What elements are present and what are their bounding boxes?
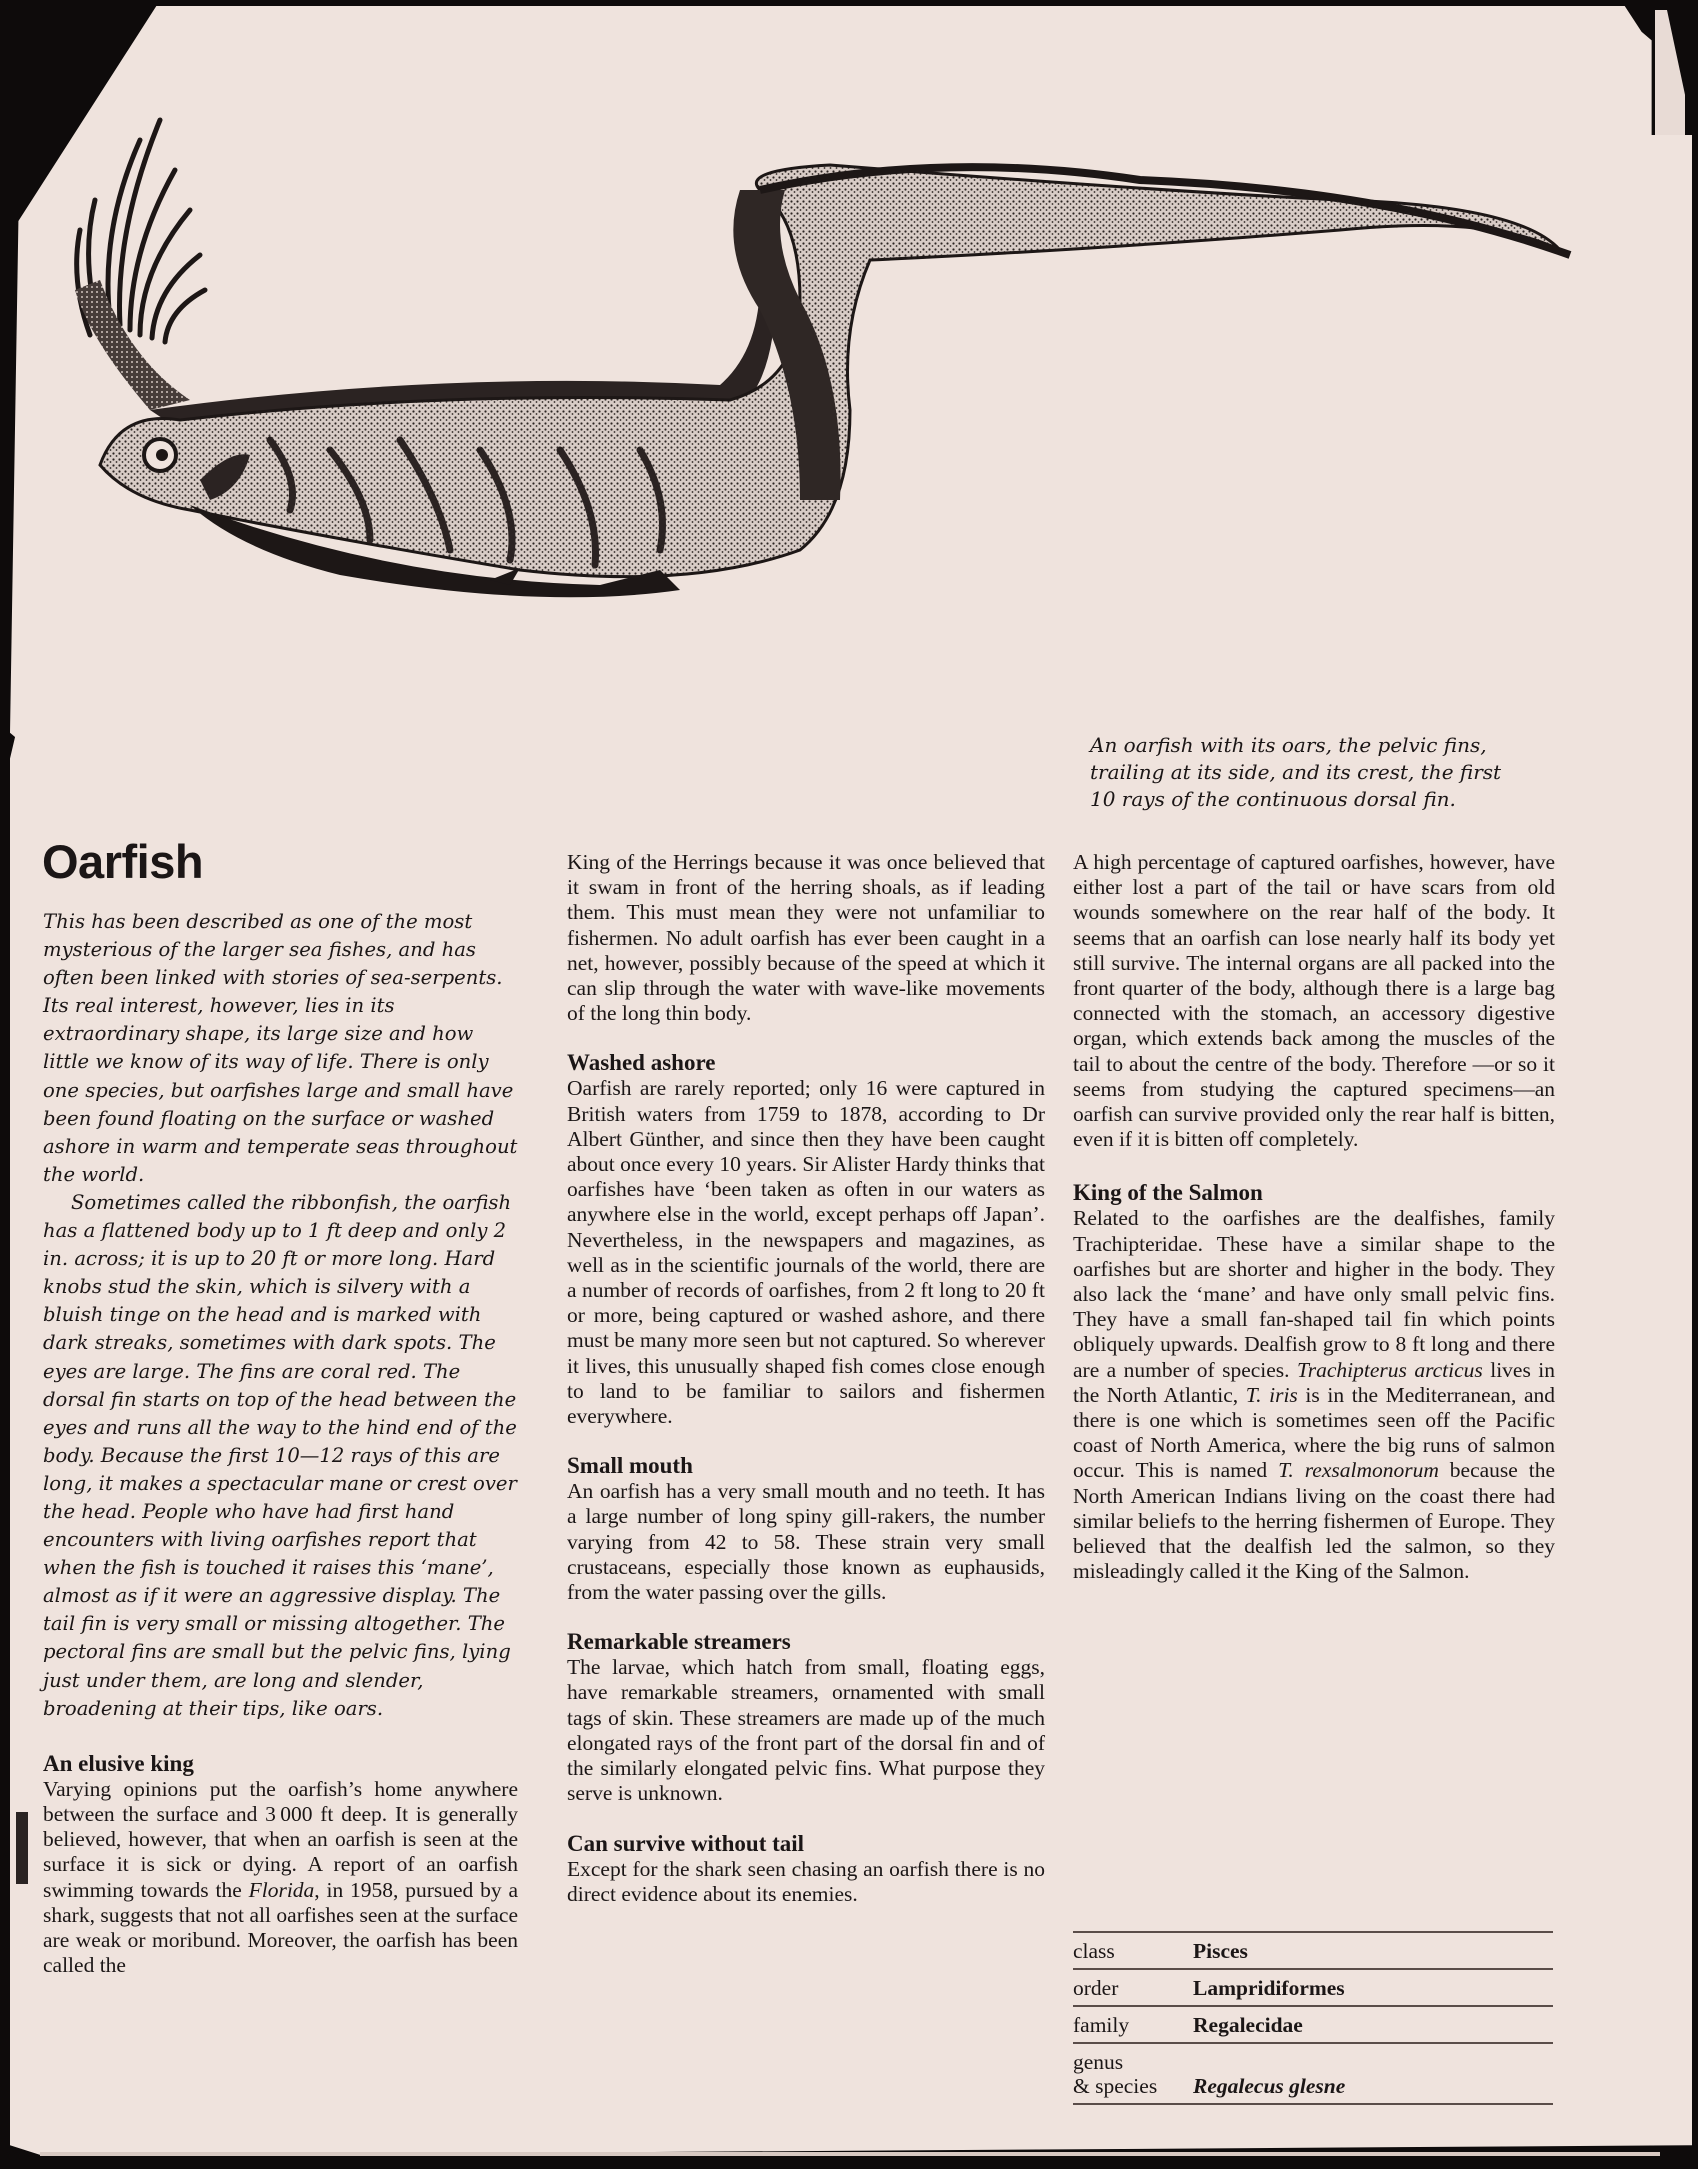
column-2 — [567, 850, 1045, 1907]
text-run: lives in the North Atlantic, — [1073, 1357, 1555, 1407]
article-title: Oarfish — [42, 835, 204, 888]
label-line: & species — [1073, 2074, 1158, 2098]
taxonomy-table — [1073, 1931, 1553, 2105]
oarfish-illustration — [40, 80, 1620, 700]
taxonomy-value: Regalecus glesne — [1193, 2074, 1346, 2098]
column-3 — [1073, 850, 1555, 1584]
taxonomy-value: Lampridiformes — [1193, 1976, 1345, 2000]
taxonomy-label: class — [1073, 1939, 1115, 1963]
section-heading: Washed ashore — [567, 1050, 716, 1076]
intro — [43, 908, 518, 1723]
section-body: The larvae, which hatch from small, floating eggs, have remarkable streamers, ornamented with small tags of skin. These streamers are made up of the much elongated rays of the front part of the dorsal fin and of the similarly elongated pelvic fins. What purpose they serve is unknown. — [567, 1655, 1045, 1806]
species-name: T. iris — [1245, 1382, 1298, 1407]
section-body: Oarfish are rarely reported; only 16 were captured in British waters from 1759 to 1878, according to Dr Albert Günther, and since then they have been caught about once every 10 years. Sir Alister Hardy thinks that oarfishes have ‘been taken as often in our waters as anywhere else in the world, except perhaps off Japan’. Nevertheless, in the newspapers and magazines, as well as in the scientific journals of the world, there are a number of records of oarfishes, from 2 ft long to 20 ft or more, being captured or washed ashore, and there must be many more seen but not captured. So wherever it lives, this unusually shaped fish comes close enough to land to be familiar to sailors and fishermen everywhere. — [567, 1076, 1045, 1429]
page-bottom-edge — [40, 2152, 1660, 2156]
section-heading: King of the Salmon — [1073, 1180, 1263, 1206]
taxonomy-label: order — [1073, 1976, 1119, 2000]
taxonomy-row — [1073, 2042, 1553, 2105]
section-body: Except for the shark seen chasing an oarfish there is no direct evidence about its enemies. — [567, 1856, 1045, 1906]
taxonomy-row — [1073, 2005, 1553, 2042]
section-heading: An elusive king — [43, 1750, 194, 1776]
taxonomy-row — [1073, 1931, 1553, 1968]
species-name: Trachipterus arcticus — [1296, 1357, 1483, 1382]
text-run: is in the Mediterranean, and there is one which is sometimes seen off the Pacific coast of North America, where the big runs of salmon occur. This is named — [1073, 1382, 1555, 1483]
section-body: An oarfish has a very small mouth and no teeth. It has a large number of long spiny gill-rakers, the number varying from 42 to 58. These strain very small crustaceans, especially those known as euphausids, from the water passing over the gills. — [567, 1479, 1045, 1605]
taxonomy-row — [1073, 1968, 1553, 2005]
binding-mark — [16, 1812, 28, 1884]
intro-paragraph: Sometimes called the ribbonfish, the oarfish has a flattened body up to 1 ft deep and only 2 in. across; it is up to 20 ft or more long. Hard knobs stud the skin, which is silvery with a bluish tinge on the head and is marked with dark streaks, sometimes with dark spots. The eyes are large. The fins are coral red. The dorsal fin starts on top of the head between the eyes and runs all the way to the hind end of the body. Because the first 10—12 rays of this are long, it makes a spectacular mane or crest over the head. People who have had first hand encounters with living oarfishes report that when the fish is touched it raises this ‘mane’, almost as if it were an aggressive display. The tail fin is very small or missing altogether. The pectoral fins are small but the pelvic fins, lying just under them, are long and slender, broadening at their tips, like oars. — [43, 1190, 517, 1720]
species-name: T. rexsalmonorum — [1278, 1458, 1439, 1483]
taxonomy-label — [1073, 2050, 1193, 2098]
label-line: genus — [1073, 2050, 1124, 2074]
ship-name: Florida — [248, 1877, 315, 1902]
section-body — [43, 1777, 518, 1979]
section-body — [1073, 1206, 1555, 1584]
section-body-continued: King of the Herrings because it was once believed that it swam in front of the herring shoals, as if leading them. This must mean they were not unfamiliar to fishermen. No adult oarfish has ever been caught in a net, however, possibly because of the speed at which it can slip through the water with wave-like movements of the long thin body. — [567, 850, 1045, 1026]
taxonomy-value: Pisces — [1193, 1939, 1248, 1963]
section-heading: Remarkable streamers — [567, 1629, 791, 1655]
figure-caption: An oarfish with its oars, the pelvic fins, trailing at its side, and its crest, the first 10 rays of the continuous dorsal fin. — [1090, 733, 1502, 811]
section-heading: Small mouth — [567, 1453, 693, 1479]
section-body-continued: A high percentage of captured oarfishes, however, have either lost a part of the tail or have scars from old wounds somewhere on the rear half of the body. It seems that an oarfish can lose nearly half its body yet still survive. The internal organs are all packed into the front quarter of the body, although there is a large bag connected with the stomach, an accessory digestive organ, which extends back among the muscles of the tail to about the centre of the body. Therefore —or so it seems from studying the captured specimens—an oarfish can survive provided only the rear half is bitten, even if it is bitten off completely. — [1073, 850, 1555, 1152]
intro-paragraph: This has been described as one of the most mysterious of the larger sea fishes, and has often been linked with stories of sea-serpents. Its real interest, however, lies in its extraordinary shape, its large size and how little we know of its way of life. There is only one species, but oarfishes large and small have been found floating on the surface or washed ashore in warm and temperate seas throughout the world. — [43, 910, 518, 1186]
text-run: because the North American Indians living on the coast there had similar beliefs to the herring fishermen of Europe. They believed that the dealfish led the salmon, so they misleadingly called it the King of the Salmon. — [1073, 1458, 1555, 1584]
section-heading: Can survive without tail — [567, 1830, 805, 1856]
text-run: , in 1958, pursued by a shark, suggests that not all oarfishes seen at the surface are weak or moribund. Moreover, the oarfish has been called the — [43, 1877, 518, 1978]
oarfish-body — [100, 165, 1560, 577]
column-1 — [43, 830, 518, 1978]
text-run: Related to the oarfishes are the dealfishes, family Trachipteridae. These have a similar shape to the oarfishes but are shorter and higher in the body. They also lack the ‘mane’ and have only small pelvic fins. They have a small fan-shaped tail fin which points obliquely upwards. Dealfish grow to 8 ft long and there are a number of species. — [1073, 1206, 1555, 1382]
taxonomy-value: Regalecidae — [1193, 2013, 1303, 2037]
taxonomy-label: family — [1073, 2013, 1130, 2037]
text-run: Varying opinions put the oarfish’s home anywhere between the surface and 3 000 ft deep. It is generally believed, however, that when an oarfish is seen at the surface it is sick or dying. A report of an oarfish swimming towards the — [43, 1776, 518, 1902]
